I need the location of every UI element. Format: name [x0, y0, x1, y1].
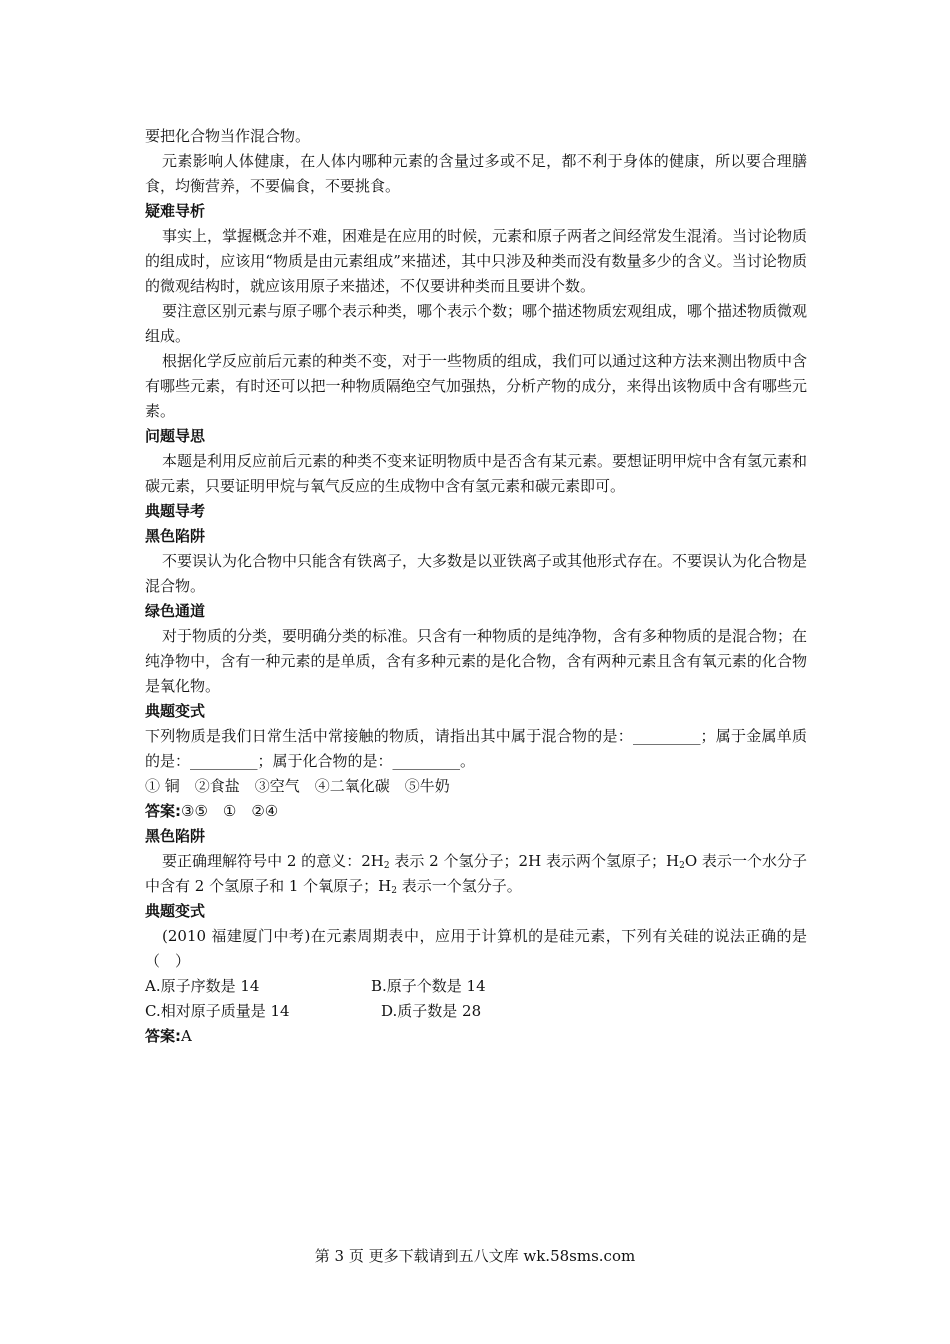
option-d: D.质子数是 28: [381, 1002, 482, 1020]
paragraph-element-vs-atom: 事实上，掌握概念并不难，困难是在应用的时候，元素和原子两者之间经常发生混淆。当讨论物质的组成时，应该用“物质是由元素组成”来描述，其中只涉及种类而没有数量多少的含义。当讨论物质的微观结构时，就应该用原子来描述，不仅要讲种类而且要讲个数。: [145, 227, 808, 295]
option-c: C.相对原子质量是 14: [145, 1002, 290, 1020]
answer-1: [145, 799, 807, 824]
option-b: B.原子个数是 14: [371, 977, 486, 995]
question-1: 下列物质是我们日常生活中常接触的物质，请指出其中属于混合物的是：_________；属于金属单质的是：_________；属于化合物的是：_________。: [145, 727, 807, 770]
heading-green-channel: 绿色通道: [145, 602, 206, 620]
paragraph-trap-1: 不要误认为化合物中只能含有铁离子，大多数是以亚铁离子或其他形式存在。不要误认为化合物是混合物。: [145, 552, 808, 595]
options-row-1: [145, 974, 807, 999]
answer-1-value: ③⑤ ① ②④: [181, 802, 279, 820]
heading-variant-2: 典题变式: [145, 902, 206, 920]
question-2: (2010 福建厦门中考)在元素周期表中，应用于计算机的是硅元素，下列有关硅的说法正确的是（ ）: [145, 927, 807, 970]
heading-black-trap-2: 黑色陷阱: [145, 827, 206, 845]
paragraph-health: 元素影响人体健康，在人体内哪种元素的含量过多或不足，都不利于身体的健康，所以要合理膳食，均衡营养，不要偏食，不要挑食。: [145, 152, 807, 195]
answer-label: 答案:: [145, 1027, 181, 1045]
answer-2: [145, 1024, 807, 1049]
heading-black-trap-1: 黑色陷阱: [145, 527, 206, 545]
paragraph-symbol-meaning: 要正确理解符号中 2 的意义：$2H_2$ 表示 2 个氢分子；2H 表示两个氢原子；$H_2O$ 表示一个水分子中含有 2 个氢原子和 1 个氧原子；$H_2$ 表示一个氢分子。: [145, 852, 807, 896]
option-a: A.原子序数是 14: [145, 977, 260, 995]
paragraph-methane: 本题是利用反应前后元素的种类不变来证明物质中是否含有某元素。要想证明甲烷中含有氢元素和碳元素，只要证明甲烷与氧气反应的生成物中含有氢元素和碳元素即可。: [145, 452, 808, 495]
paragraph-classification: 对于物质的分类，要明确分类的标准。只含有一种物质的是纯净物，含有多种物质的是混合物；在纯净物中，含有一种元素的是单质，含有多种元素的是化合物，含有两种元素且含有氧元素的化合物是氧化物。: [145, 627, 808, 695]
paragraph-continuation: 要把化合物当作混合物。: [145, 127, 311, 145]
paragraph-reaction-conservation: 根据化学反应前后元素的种类不变，对于一些物质的组成，我们可以通过这种方法来测出物质中含有哪些元素，有时还可以把一种物质隔绝空气加强热，分析产物的成分，来得出该物质中含有哪些元素。: [145, 352, 808, 420]
heading-typical-problems: 典题导考: [145, 502, 206, 520]
answer-2-value: A: [181, 1027, 192, 1045]
document-body: [145, 124, 807, 1049]
paragraph-distinguish: 要注意区别元素与原子哪个表示种类，哪个表示个数；哪个描述物质宏观组成，哪个描述物质微观组成。: [145, 302, 808, 345]
heading-problem-thinking: 问题导思: [145, 427, 206, 445]
options-row-2: [145, 999, 807, 1024]
heading-difficulty-analysis: 疑难导析: [145, 202, 206, 220]
question-1-items: ① 铜 ②食盐 ③空气 ④二氧化碳 ⑤牛奶: [145, 777, 450, 795]
page-footer: 第 3 页 更多下载请到五八文库 wk.58sms.com: [314, 1247, 636, 1265]
heading-variant-1: 典题变式: [145, 702, 206, 720]
answer-label: 答案:: [145, 802, 181, 820]
